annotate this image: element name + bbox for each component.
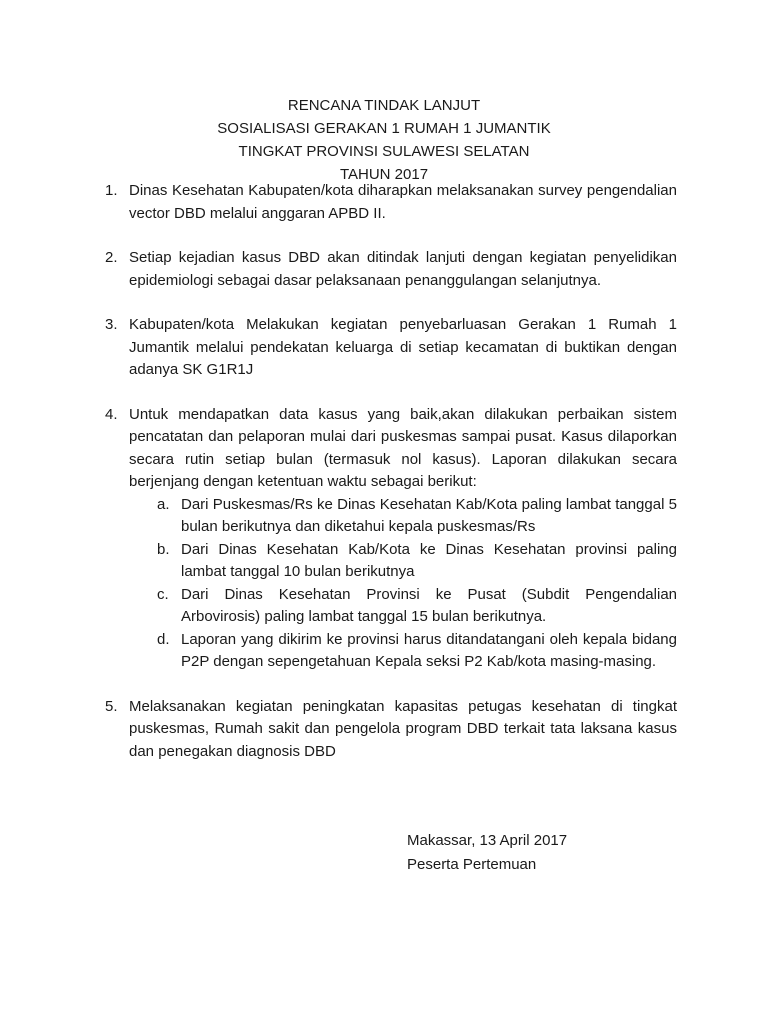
- sub-list-item: [157, 629, 677, 674]
- item-number: 3.: [105, 316, 118, 333]
- sub-item-text: Dari Puskesmas/Rs ke Dinas Kesehatan Kab/Kota paling lambat tanggal 5 bulan berikutnya dan diketahui kepala puskesmas/Rs: [181, 495, 677, 535]
- sub-item-text: Dari Dinas Kesehatan Provinsi ke Pusat (Subdit Pengendalian Arbovirosis) paling lambat tanggal 15 bulan berikutnya.: [181, 585, 677, 625]
- item-text: Setiap kejadian kasus DBD akan ditindak lanjuti dengan kegiatan penyelidikan epidemiologi sebagai dasar pelaksanaan penanggulangan selanjutnya.: [129, 249, 677, 289]
- list-item: [105, 314, 677, 382]
- sub-item-letter: b.: [157, 540, 170, 558]
- list-item: [105, 247, 677, 292]
- list-item: [105, 180, 677, 225]
- item-text: Kabupaten/kota Melakukan kegiatan penyebarluasan Gerakan 1 Rumah 1 Jumantik melalui pendekatan keluarga di setiap kecamatan di buktikan dengan adanya SK G1R1J: [129, 316, 677, 378]
- action-list: [105, 180, 677, 785]
- list-item: [105, 696, 677, 764]
- signer-label: Peserta Pertemuan: [407, 856, 537, 873]
- place-date: Makassar, 13 April 2017: [407, 832, 568, 849]
- item-number: 5.: [105, 697, 118, 715]
- header-level: TINGKAT PROVINSI SULAWESI SELATAN: [238, 143, 530, 160]
- signature-block: [407, 829, 567, 877]
- item-number: 4.: [105, 405, 118, 423]
- header-title: RENCANA TINDAK LANJUT: [287, 97, 481, 114]
- item-number: 1.: [105, 182, 118, 199]
- item-text: Untuk mendapatkan data kasus yang baik,akan dilakukan perbaikan sistem pencatatan dan pelaporan mulai dari puskesmas sampai pusat. Kasus dilaporkan secara rutin setiap bulan (termasuk nol kasus). Laporan dilakukan secara berjenjang dengan ketentuan waktu sebagai berikut:: [129, 405, 677, 490]
- sub-item-text: Dari Dinas Kesehatan Kab/Kota ke Dinas Kesehatan provinsi paling lambat tanggal 10 bulan berikutnya: [181, 540, 677, 580]
- document-header: [0, 94, 768, 186]
- item-text: Dinas Kesehatan Kabupaten/kota diharapkan melaksanakan survey pengendalian vector DBD melalui anggaran APBD II.: [129, 182, 677, 222]
- sub-item-text: Laporan yang dikirim ke provinsi harus ditandatangani oleh kepala bidang P2P dengan sepengetahuan Kepala seksi P2 Kab/kota masing-masing.: [181, 630, 677, 670]
- sub-item-letter: a.: [157, 495, 170, 513]
- sub-item-letter: c.: [157, 585, 169, 603]
- sub-list-item: [157, 584, 677, 629]
- sub-item-letter: d.: [157, 630, 170, 648]
- sub-list-item: [157, 494, 677, 539]
- item-number: 2.: [105, 249, 118, 266]
- item-text: Melaksanakan kegiatan peningkatan kapasitas petugas kesehatan di tingkat puskesmas, Rumah sakit dan pengelola program DBD terkait tata laksana kasus dan penegakan diagnosis DBD: [129, 697, 677, 760]
- list-item: [105, 404, 677, 674]
- header-subtitle: SOSIALISASI GERAKAN 1 RUMAH 1 JUMANTIK: [217, 120, 551, 137]
- sub-list: [129, 494, 677, 674]
- header-year: TAHUN 2017: [339, 166, 429, 183]
- sub-list-item: [157, 539, 677, 584]
